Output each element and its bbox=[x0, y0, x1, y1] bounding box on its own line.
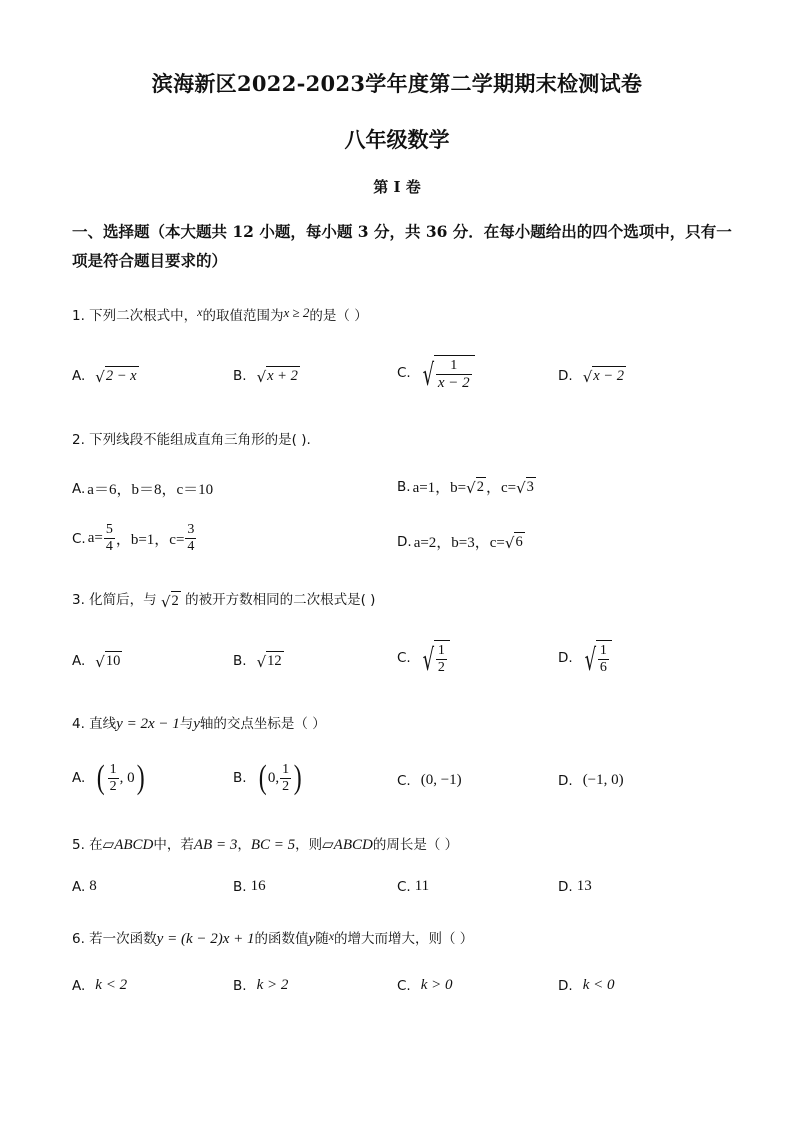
q6-option-d: D. k < 0 bbox=[558, 977, 615, 994]
q1-prefix: 1. 下列二次根式中， bbox=[72, 308, 198, 324]
sqrt: √ 6 bbox=[504, 534, 523, 552]
sqrt: √ 3 bbox=[516, 479, 534, 497]
q2-option-c: C. a= $\frac{5}{4}$ ，b=1，c= $\frac{3}{4}$ bbox=[72, 522, 195, 554]
option-label: B. bbox=[233, 367, 247, 384]
q1-cond: x ≥ 2 bbox=[283, 305, 310, 320]
option-label: A. bbox=[72, 977, 86, 994]
q6-option-b: B. k > 2 bbox=[233, 977, 289, 994]
q2-option-b: B. a=1，b= √ 2 ，c= √ 3 bbox=[397, 478, 534, 497]
q2-option-d: D. a=2，b=3，c= √ 6 bbox=[397, 533, 523, 552]
q4-option-d: D. (−1, 0) bbox=[558, 772, 624, 789]
option-label: B. bbox=[233, 977, 247, 994]
sqrt: √ 12 bbox=[256, 653, 282, 671]
q1-var: x bbox=[197, 305, 203, 319]
option-label: C. bbox=[397, 772, 411, 789]
section-heading: 一、选择题（本大题共 12 小题，每小题 3 分，共 36 分．在每小题给出的四个选项中，只有一项是符合题目要求的） bbox=[72, 222, 732, 270]
fraction: $\frac{1}{2}$ bbox=[109, 761, 117, 794]
option-label: D. bbox=[558, 367, 573, 384]
q1-option-c bbox=[397, 355, 475, 391]
q3-option-c bbox=[397, 640, 450, 676]
q1-option-d bbox=[558, 366, 626, 385]
fraction: $\frac{1}{2}$ bbox=[282, 761, 290, 794]
question-4-stem: 4. 直线y = 2x − 1与y轴的交点坐标是（ ） bbox=[72, 716, 326, 732]
option-label: A. bbox=[72, 367, 86, 384]
q5-option-c: C. 11 bbox=[397, 878, 430, 895]
q3-option-a bbox=[72, 651, 122, 670]
q4-option-b: B. ( 0, $\frac{1}{2}$ ) bbox=[233, 759, 302, 796]
sqrt: √ 2 bbox=[160, 592, 179, 611]
fraction: $\frac{5}{4}$ bbox=[105, 522, 113, 554]
question-1-stem bbox=[72, 304, 368, 324]
option-label: B. bbox=[233, 770, 247, 786]
question-5-stem: 5. 在▱ABCD中，若AB = 3，BC = 5，则▱ABCD的周长是（ ） bbox=[72, 837, 459, 853]
fraction: $\frac{3}{4}$ bbox=[187, 522, 195, 554]
question-6-stem: 6. 若一次函数y = (k − 2)x + 1的函数值y随x的增大而增大，则（ ） bbox=[72, 929, 474, 947]
option-label: C. bbox=[397, 650, 411, 666]
exam-title: 滨海新区2022-2023学年度第二学期期末检测试卷 bbox=[151, 71, 643, 96]
q1-mid: 的取值范围为 bbox=[202, 308, 284, 324]
option-label: B. bbox=[233, 652, 247, 669]
exam-subject: 八年级数学 bbox=[344, 127, 450, 152]
q3-option-d bbox=[558, 640, 612, 676]
option-label: C. bbox=[397, 977, 411, 994]
option-label: A. bbox=[72, 770, 86, 786]
q6-option-a: A. k < 2 bbox=[72, 977, 128, 994]
question-2-stem: 2. 下列线段不能组成直角三角形的是( ). bbox=[72, 432, 311, 448]
q5-option-a: A. 8 bbox=[72, 878, 97, 895]
q5-option-b: B. 16 bbox=[233, 878, 266, 895]
q4-option-a: A. ( $\frac{1}{2}$ , 0 ) bbox=[72, 759, 145, 796]
exam-volume: 第 I 卷 bbox=[373, 178, 421, 196]
q1-option-a bbox=[72, 366, 139, 385]
q6-option-c: C. k > 0 bbox=[397, 977, 453, 994]
sqrt: √ 2 bbox=[466, 479, 484, 497]
sqrt: √ 2 − x bbox=[95, 368, 137, 386]
q4-option-c: C. (0, −1) bbox=[397, 772, 462, 789]
q5-option-d: D. 13 bbox=[558, 878, 592, 895]
option-label: D. bbox=[558, 977, 573, 994]
option-label: D. bbox=[558, 650, 573, 666]
q1-suffix: 的是（ ） bbox=[309, 308, 368, 324]
sqrt: √ $\frac{1}{x - 2}$ bbox=[421, 355, 475, 391]
sqrt: √ x − 2 bbox=[582, 368, 624, 386]
question-3-stem: 3. 化简后，与 √ 2 的被开方数相同的二次根式是( ) bbox=[72, 592, 376, 611]
q3-option-b bbox=[233, 651, 284, 670]
sqrt: √ x + 2 bbox=[256, 368, 298, 386]
sqrt: √ $\frac{1}{2}$ bbox=[421, 640, 450, 676]
q2-option-a: A. a＝6，b＝8，c＝10 bbox=[72, 480, 214, 498]
fraction: $\frac{1}{2}$ bbox=[437, 643, 445, 675]
option-label: D. bbox=[558, 772, 573, 789]
sqrt: √ 10 bbox=[95, 653, 121, 671]
q1-option-b bbox=[233, 366, 300, 385]
fraction: $\frac{1}{x - 2}$ bbox=[437, 358, 470, 391]
fraction: $\frac{1}{6}$ bbox=[599, 643, 607, 675]
sqrt: √ $\frac{1}{6}$ bbox=[583, 640, 612, 676]
option-label: C. bbox=[397, 365, 411, 381]
option-label: A. bbox=[72, 652, 86, 669]
